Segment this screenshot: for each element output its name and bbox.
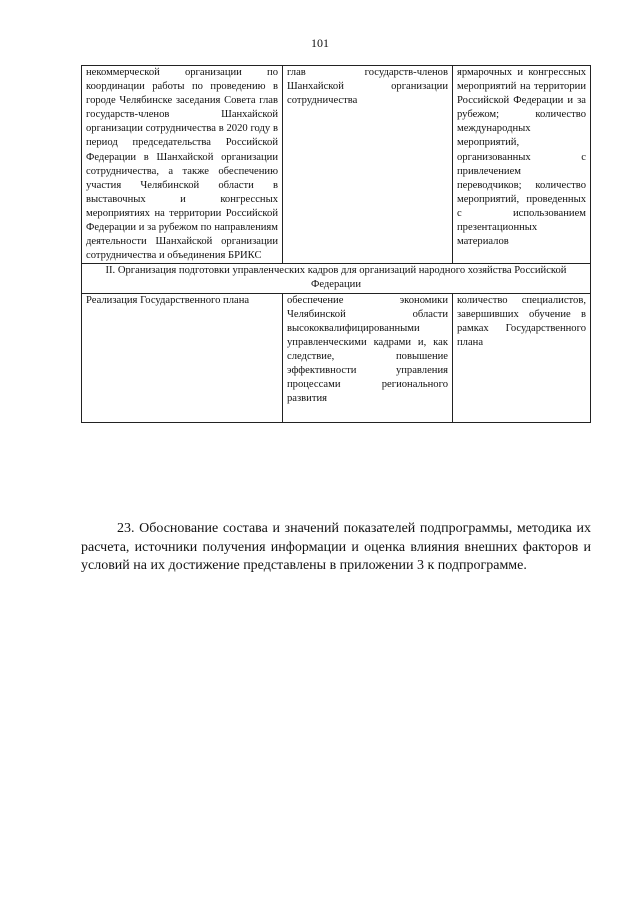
cell-text: некоммерческой организации по координации работы по проведению в городе Челябинске заседания Совета глав государств-членов Шанхайской организации сотрудничества в 2020 году в период председательства Российской Федерации в Шанхайской организации сотрудничества, а также обеспечению участия Челябинской области в выставочных и конгрессных мероприятиях на территории Российской Федерации и за рубежом по направлениям деятельности Шанхайской организации сотрудничества и объединения БРИКС (86, 67, 278, 262)
table-cell (82, 293, 283, 422)
table-row (82, 66, 591, 264)
section-heading: II. Организация подготовки управленческих кадров для организаций народного хозяйства Российской Федерации (82, 264, 591, 293)
cell-text: глав государств-членов Шанхайской организации сотрудничества (287, 67, 448, 107)
table-cell (453, 66, 591, 264)
cell-text: обеспечение экономики Челябинской области высококвалифицированными управленческими кадрами и, как следствие, повышение эффективности управления процессами регионального развития (287, 294, 448, 405)
cell-text: количество специалистов, завершивших обучение в рамках Государственного плана (457, 294, 586, 348)
table-cell (283, 293, 453, 422)
page-number: 101 (311, 36, 329, 50)
cell-text: ярмарочных и конгрессных мероприятий на территории Российской Федерации и за рубежом; количество международных мероприятий, организованных с привлечением переводчиков; количество мероприятий, проведенных с использованием презентационных материалов (457, 67, 586, 248)
cell-text: Реализация Государственного плана (86, 294, 250, 306)
table-cell (283, 66, 453, 264)
table-cell (82, 66, 283, 264)
table-section-row (82, 264, 591, 293)
table-row (82, 293, 591, 422)
body-paragraph: 23. Обоснование состава и значений показателей подпрограммы, методика их расчета, источники получения информации и оценка влияния внешних факторов и условий на их достижение представлены в приложении 3 к подпрограмме. (81, 521, 591, 573)
program-table (81, 65, 591, 423)
table-cell (453, 293, 591, 422)
